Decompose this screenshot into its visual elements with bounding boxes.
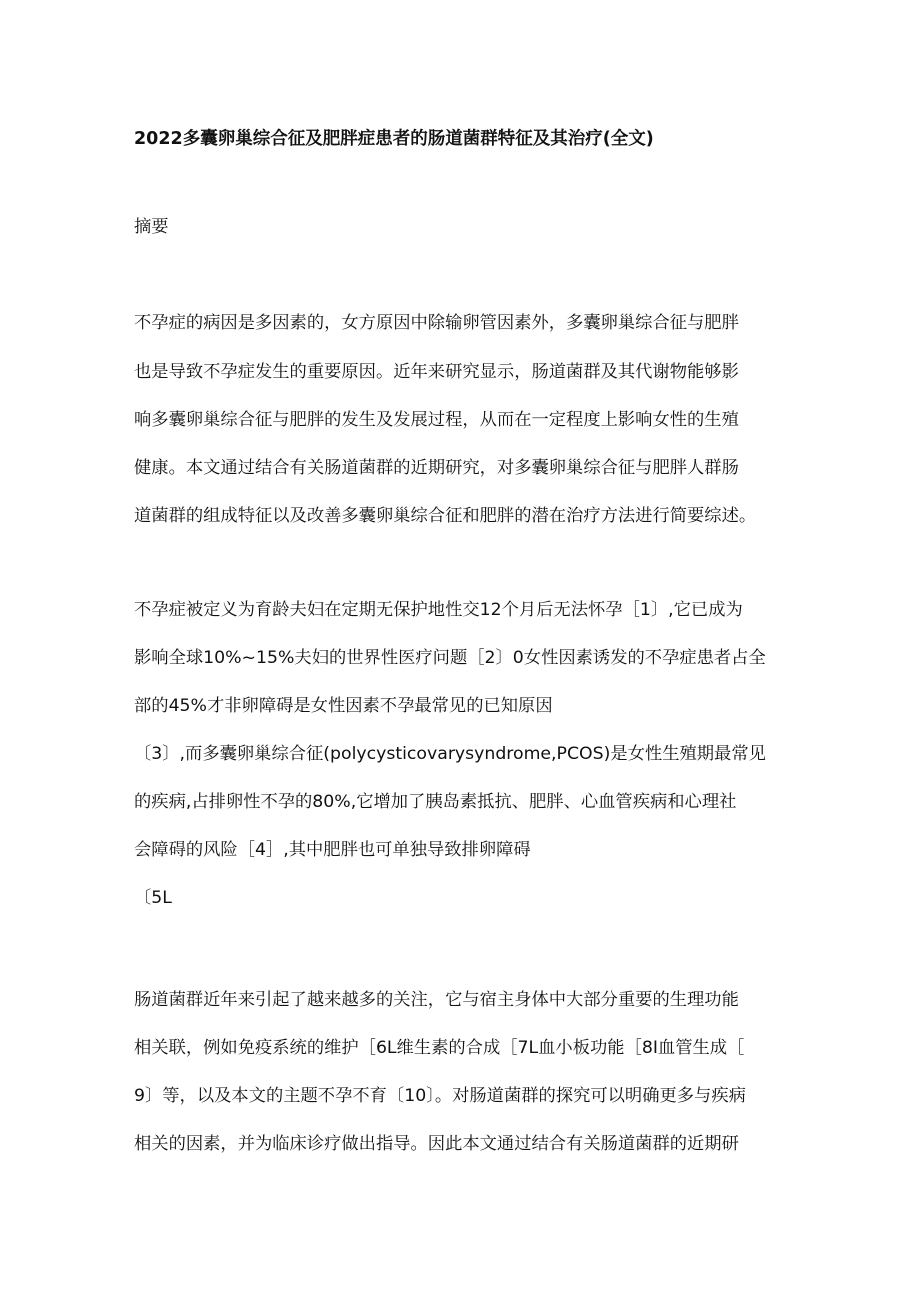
paragraph-line: 的疾病,占排卵性不孕的80%,它增加了胰岛素抵抗、肥胖、心血管疾病和心理社 — [134, 792, 737, 812]
abstract-line: 响多囊卵巢综合征与肥胖的发生及发展过程，从而在一定程度上影响女性的生殖 — [134, 410, 739, 430]
abstract-line: 不孕症的病因是多因素的，女方原因中除输卵管因素外，多囊卵巢综合征与肥胖 — [134, 313, 739, 333]
paragraph-line: 肠道菌群近年来引起了越来越多的关注，它与宿主身体中大部分重要的生理功能 — [134, 990, 739, 1010]
document-title: 2022多囊卵巢综合征及肥胖症患者的肠道菌群特征及其治疗(全文) — [134, 129, 654, 149]
paragraph-line: 会障碍的风险［4］,其中肥胖也可单独导致排卵障碍 — [134, 840, 531, 860]
abstract-line: 道菌群的组成特征以及改善多囊卵巢综合征和肥胖的潜在治疗方法进行简要综述。 — [134, 506, 757, 526]
paragraph-line: 不孕症被定义为育龄夫妇在定期无保护地性交12个月后无法怀孕［1〕,它已成为 — [134, 600, 743, 620]
paragraph-line: 相关联，例如免疫系统的维护［6L维生素的合成［7L血小板功能［8I血管生成［ — [134, 1038, 745, 1058]
paragraph-line: 影响全球10%~15%夫妇的世界性医疗问题［2〕0女性因素诱发的不孕症患者占全 — [134, 648, 766, 668]
abstract-heading: 摘要 — [134, 217, 169, 237]
paragraph-line: 部的45%才非卵障碍是女性因素不孕最常见的已知原因 — [134, 696, 553, 716]
paragraph-line: 〔5L — [134, 888, 172, 908]
abstract-line: 也是导致不孕症发生的重要原因。近年来研究显示，肠道菌群及其代谢物能够影 — [134, 362, 739, 382]
paragraph-line: 〔3〕,而多囊卵巢综合征(polycysticovarysyndrome,PCOS)是女性生殖期最常见 — [134, 744, 766, 764]
abstract-line: 健康。本文通过结合有关肠道菌群的近期研究，对多囊卵巢综合征与肥胖人群肠 — [134, 458, 739, 478]
paragraph-line: 相关的因素，并为临床诊疗做出指导。因此本文通过结合有关肠道菌群的近期研 — [134, 1134, 739, 1154]
paragraph-line: 9〕等，以及本文的主题不孕不育〔10〕。对肠道菌群的探究可以明确更多与疾病 — [134, 1086, 746, 1106]
